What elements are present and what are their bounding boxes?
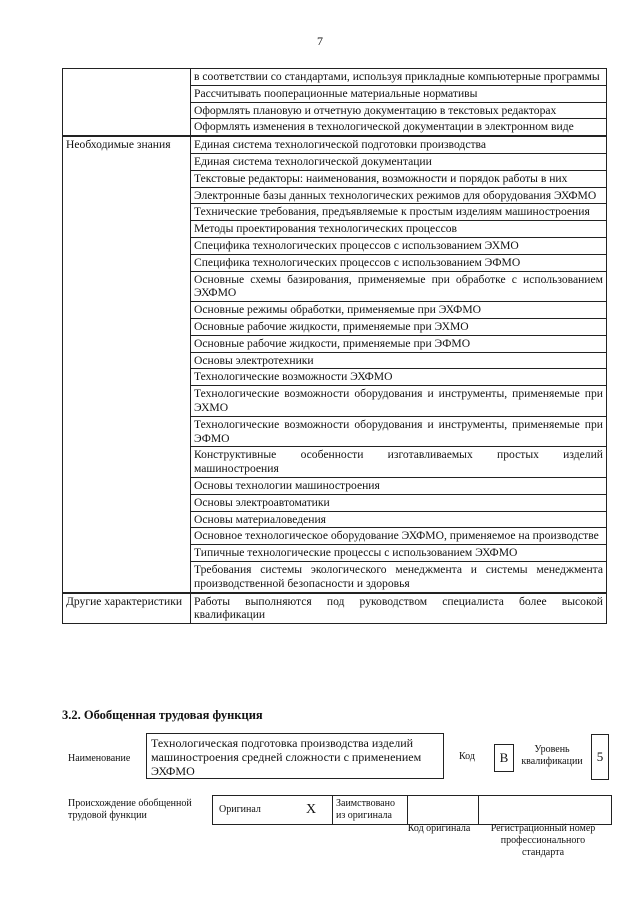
row-value: Специфика технологических процессов с использованием ЭХМО xyxy=(191,237,607,254)
row-label: Другие характеристики xyxy=(63,593,191,624)
row-value: Оформлять изменения в технологической документации в электронном виде xyxy=(191,119,607,136)
row-value: Основы материаловедения xyxy=(191,511,607,528)
row-value: Специфика технологических процессов с использованием ЭФМО xyxy=(191,254,607,271)
name-value: Технологическая подготовка производства изделий машиностроения средней сложности с применением ЭХФМО xyxy=(151,736,422,778)
knowledge-table xyxy=(62,68,607,624)
code-value: В xyxy=(494,744,514,772)
original-label: Оригинал xyxy=(213,796,291,825)
table-row xyxy=(63,69,607,86)
level-value: 5 xyxy=(591,734,609,780)
row-label xyxy=(63,69,191,137)
row-value: Основные рабочие жидкости, применяемые при ЭФМО xyxy=(191,335,607,352)
row-value: Текстовые редакторы: наименования, возможности и порядок работы в них xyxy=(191,170,607,187)
row-value: Требования системы экологического менеджмента и системы менеджмента производственной безопасности и здоровья xyxy=(191,561,607,592)
row-value: Технологические возможности оборудования и инструменты, применяемые при ЭФМО xyxy=(191,416,607,447)
row-value: Методы проектирования технологических процессов xyxy=(191,221,607,238)
row-value: Конструктивные особенности изготавливаемых простых изделий машиностроения xyxy=(191,447,607,478)
row-value: Рассчитывать пооперационные материальные нормативы xyxy=(191,85,607,102)
code-label: Код xyxy=(459,751,475,762)
row-label: Необходимые знания xyxy=(63,136,191,592)
row-value: Основные рабочие жидкости, применяемые при ЭХМО xyxy=(191,318,607,335)
row-value: Работы выполняются под руководством специалиста более высокой квалификации xyxy=(191,593,607,624)
page-number: 7 xyxy=(317,34,323,48)
row-value: Технологические возможности ЭХФМО xyxy=(191,369,607,386)
row-value: Электронные базы данных технологических режимов для оборудования ЭХФМО xyxy=(191,187,607,204)
row-value: в соответствии со стандартами, используя прикладные компьютерные программы xyxy=(191,69,607,86)
row-value: Оформлять плановую и отчетную документацию в текстовых редакторах xyxy=(191,102,607,119)
table-row xyxy=(63,593,607,624)
name-box xyxy=(146,733,444,779)
code-original-cell xyxy=(408,796,479,825)
row-value: Основное технологическое оборудование ЭХФМО, применяемое на производстве xyxy=(191,528,607,545)
name-label: Наименование xyxy=(68,753,131,764)
origin-label: Происхождение обобщенной трудовой функции xyxy=(68,798,192,821)
code-original-label: Код оригинала xyxy=(407,823,471,834)
row-value: Основные режимы обработки, применяемые при ЭХФМО xyxy=(191,302,607,319)
row-value: Основные схемы базирования, применяемые при обработке с использованием ЭХФМО xyxy=(191,271,607,302)
reg-number-label: Регистрационный номер профессионального стандарта xyxy=(490,823,596,858)
row-value: Основы технологии машиностроения xyxy=(191,477,607,494)
origin-table xyxy=(212,795,612,825)
section-title: 3.2. Обобщенная трудовая функция xyxy=(62,708,263,722)
row-value: Единая система технологической документации xyxy=(191,153,607,170)
row-value: Технологические возможности оборудования и инструменты, применяемые при ЭХМО xyxy=(191,386,607,417)
borrowed-label: Заимствовано из оригинала xyxy=(333,796,408,825)
row-value: Технические требования, предъявляемые к простым изделиям машиностроения xyxy=(191,204,607,221)
original-mark: X xyxy=(290,796,333,825)
row-value: Типичные технологические процессы с использованием ЭХФМО xyxy=(191,545,607,562)
reg-number-cell xyxy=(479,796,612,825)
row-value: Основы электротехники xyxy=(191,352,607,369)
row-value: Единая система технологической подготовки производства xyxy=(191,136,607,153)
row-value: Основы электроавтоматики xyxy=(191,494,607,511)
table-row xyxy=(63,136,607,153)
level-label: Уровень квалификации xyxy=(521,744,583,767)
